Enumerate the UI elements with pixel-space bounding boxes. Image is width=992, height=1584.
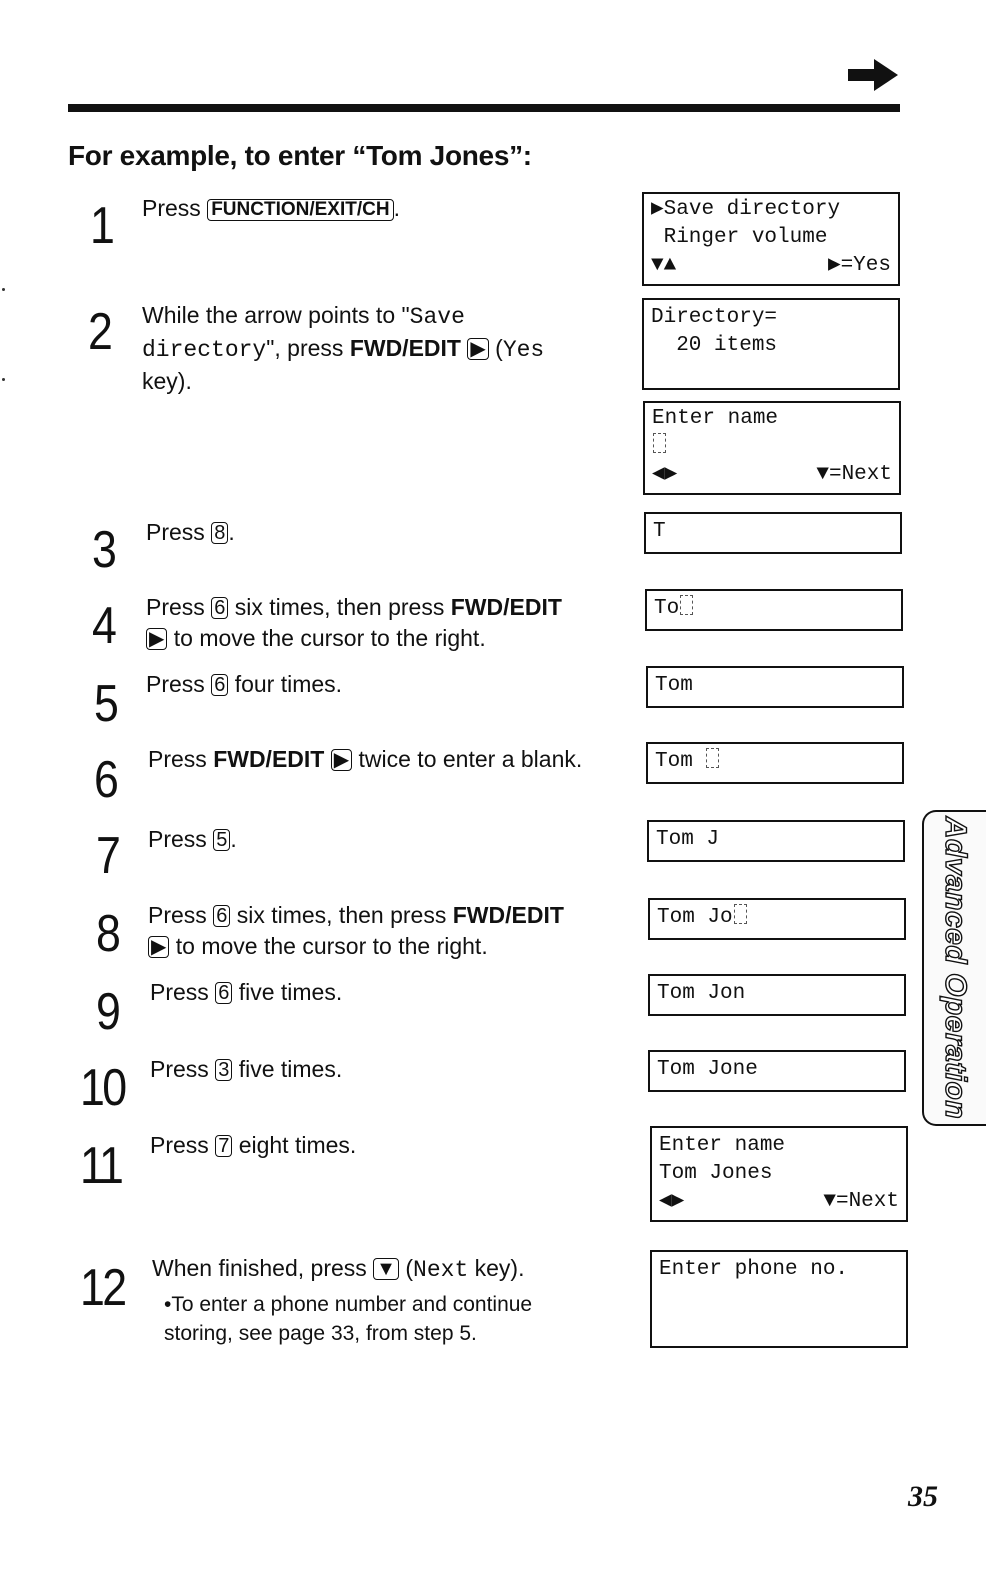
function-exit-ch-key: FUNCTION/EXIT/CH bbox=[207, 199, 393, 221]
lcd-step-5: Tom bbox=[646, 666, 904, 708]
lcd-save-directory: ▶Save directory Ringer volume ▼▲ ▶=Yes bbox=[642, 192, 900, 286]
step-4-text: Press 6 six times, then press FWD/EDIT ▶ to move the cursor to the right. bbox=[146, 594, 562, 651]
step-1-text: Press FUNCTION/EXIT/CH . bbox=[142, 195, 400, 221]
step-number: 10 bbox=[80, 1059, 125, 1117]
key-5: 5 bbox=[213, 829, 230, 851]
play-key-icon: ▶ bbox=[467, 338, 488, 360]
section-tab: Advanced Operation bbox=[922, 810, 986, 1126]
step-7-text: Press 5 . bbox=[148, 826, 237, 852]
lcd-step-3: T bbox=[644, 512, 902, 554]
step-number: 8 bbox=[96, 905, 119, 963]
down-key-icon: ▼ bbox=[373, 1258, 399, 1280]
step-number: 6 bbox=[94, 751, 117, 809]
step-6-text: Press FWD/EDIT ▶ twice to enter a blank. bbox=[148, 746, 583, 772]
step-number: 2 bbox=[88, 303, 111, 361]
step-number: 1 bbox=[90, 197, 113, 255]
step-8-text: Press 6 six times, then press FWD/EDIT ▶ to move the cursor to the right. bbox=[148, 902, 564, 959]
lcd-step-10: Tom Jone bbox=[648, 1050, 906, 1092]
step-number: 11 bbox=[80, 1137, 122, 1195]
step-5-text: Press 6 four times. bbox=[146, 671, 343, 697]
cursor-icon bbox=[734, 904, 747, 924]
lcd-enter-name-done: Enter name Tom Jones ◀▶ ▼=Next bbox=[650, 1126, 908, 1222]
key-7: 7 bbox=[215, 1135, 232, 1157]
margin-mark bbox=[2, 288, 5, 291]
cursor-icon bbox=[706, 748, 719, 768]
lcd-step-8: Tom Jo bbox=[648, 898, 906, 940]
cursor-icon bbox=[680, 595, 693, 615]
key-8: 8 bbox=[211, 522, 228, 544]
lcd-enter-name: Enter name ◀▶ ▼=Next bbox=[643, 401, 901, 495]
step-9-text: Press 6 five times. bbox=[150, 979, 343, 1005]
step-2-text: While the arrow points to "Save directory", press FWD/EDIT ▶ (Yes key). bbox=[142, 302, 545, 394]
lcd-step-7: Tom J bbox=[647, 820, 905, 862]
play-key-icon: ▶ bbox=[331, 749, 352, 771]
page-number: 35 bbox=[908, 1480, 938, 1513]
key-3: 3 bbox=[215, 1059, 232, 1081]
step-number: 9 bbox=[96, 983, 119, 1041]
key-6: 6 bbox=[211, 674, 228, 696]
step-11-text: Press 7 eight times. bbox=[150, 1132, 357, 1158]
key-6: 6 bbox=[215, 982, 232, 1004]
play-key-icon: ▶ bbox=[146, 628, 167, 650]
page-heading: For example, to enter “Tom Jones”: bbox=[68, 140, 532, 171]
key-6: 6 bbox=[213, 905, 230, 927]
margin-mark bbox=[2, 378, 5, 381]
lcd-step-9: Tom Jon bbox=[648, 974, 906, 1016]
step-number: 4 bbox=[92, 597, 115, 655]
key-6: 6 bbox=[211, 597, 228, 619]
play-key-icon: ▶ bbox=[148, 936, 169, 958]
step-number: 3 bbox=[92, 521, 115, 579]
lcd-directory-count: Directory= 20 items bbox=[642, 298, 900, 390]
header-rule bbox=[68, 104, 900, 112]
continue-arrow-icon bbox=[846, 56, 900, 94]
lcd-step-4: To bbox=[645, 589, 903, 631]
step-number: 5 bbox=[94, 675, 117, 733]
lcd-enter-phone: Enter phone no. bbox=[650, 1250, 908, 1348]
step-10-text: Press 3 five times. bbox=[150, 1056, 343, 1082]
step-number: 12 bbox=[80, 1259, 125, 1317]
step-number: 7 bbox=[96, 827, 119, 885]
step-3-text: Press 8 . bbox=[146, 519, 235, 545]
step-12-text: When finished, press ▼ (Next key). bbox=[152, 1255, 525, 1283]
lcd-step-6: Tom bbox=[646, 742, 904, 784]
cursor-icon bbox=[653, 433, 666, 453]
step-12-note: •To enter a phone number and continue storing, see page 33, from step 5. bbox=[164, 1293, 533, 1345]
